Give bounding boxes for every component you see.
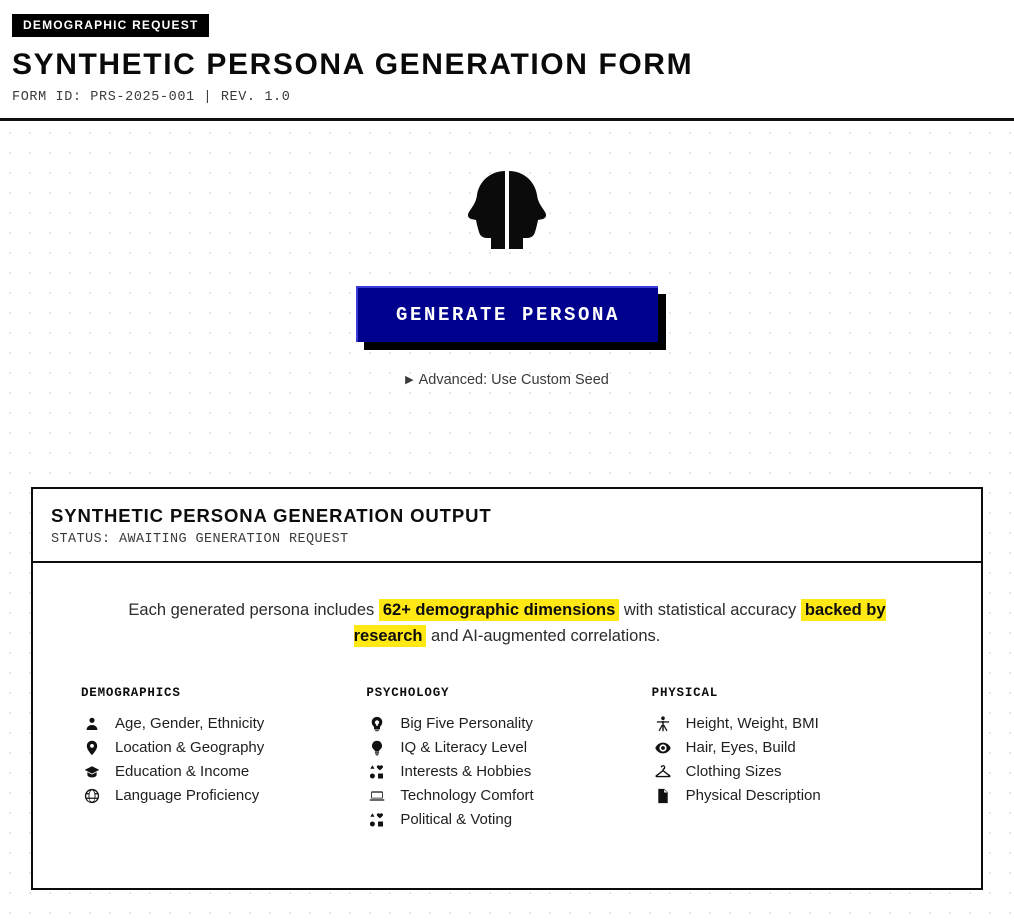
feature-item <box>81 784 366 808</box>
summary-highlight-dimensions: 62+ demographic dimensions <box>379 599 619 621</box>
clothes-hanger-icon <box>652 764 674 780</box>
category-heading: PHYSICAL <box>651 685 719 700</box>
output-panel-title: SYNTHETIC PERSONA GENERATION OUTPUT <box>51 504 492 526</box>
feature-label: Age, Gender, Ethnicity <box>115 715 265 733</box>
hero-section <box>0 121 1014 388</box>
feature-label: Hair, Eyes, Build <box>685 739 796 757</box>
feature-item <box>652 760 937 784</box>
map-pin-icon <box>81 740 103 756</box>
feature-label: Height, Weight, BMI <box>685 715 819 733</box>
standing-person-icon <box>652 716 674 732</box>
generate-button-wrapper <box>0 286 1014 342</box>
categories-grid-icon <box>366 764 388 780</box>
page-title: SYNTHETIC PERSONA GENERATION FORM <box>12 48 694 81</box>
category-column-demographics <box>81 686 366 832</box>
feature-label: Language Proficiency <box>115 787 260 805</box>
category-column-physical <box>652 686 937 832</box>
feature-item <box>366 736 651 760</box>
feature-label: Interests & Hobbies <box>400 763 532 781</box>
feature-item <box>81 760 366 784</box>
feature-item <box>366 712 651 736</box>
laptop-icon <box>366 788 388 804</box>
feature-label: Education & Income <box>115 763 250 781</box>
feature-item <box>366 808 651 832</box>
output-panel-header <box>33 489 981 563</box>
feature-label: Location & Geography <box>115 739 265 757</box>
graduation-cap-icon <box>81 764 103 780</box>
summary-part-1: Each generated persona includes <box>128 600 379 619</box>
feature-label: IQ & Literacy Level <box>400 739 528 757</box>
feature-item <box>652 712 937 736</box>
status-badge: DEMOGRAPHIC REQUEST <box>12 14 209 37</box>
feature-item <box>81 712 366 736</box>
summary-part-2: with statistical accuracy <box>619 600 801 619</box>
page-header <box>0 0 1014 105</box>
output-panel <box>31 487 983 890</box>
chevron-right-icon: ▶ <box>405 373 414 386</box>
feature-item <box>366 760 651 784</box>
feature-label: Political & Voting <box>400 811 513 829</box>
split-head-profile-icon <box>0 163 1014 260</box>
categories-grid-icon <box>366 812 388 828</box>
head-lightbulb-icon <box>366 716 388 732</box>
advanced-custom-seed-label: Advanced: Use Custom Seed <box>418 371 609 388</box>
feature-label: Clothing Sizes <box>685 763 782 781</box>
feature-item <box>366 784 651 808</box>
category-columns <box>77 686 937 832</box>
person-icon <box>81 716 103 732</box>
form-meta: FORM ID: PRS-2025-001 | REV. 1.0 <box>12 89 291 105</box>
output-status-text: STATUS: AWAITING GENERATION REQUEST <box>51 531 349 547</box>
document-icon <box>652 788 674 804</box>
feature-item <box>652 736 937 760</box>
dotted-body-area <box>0 121 1014 921</box>
summary-part-3: and AI-augmented correlations. <box>426 627 661 646</box>
category-heading: DEMOGRAPHICS <box>81 685 181 700</box>
eye-icon <box>652 740 674 756</box>
feature-label: Physical Description <box>685 787 821 805</box>
feature-label: Technology Comfort <box>400 787 534 805</box>
output-panel-body <box>33 563 981 888</box>
generate-persona-button[interactable]: GENERATE PERSONA <box>356 286 658 342</box>
advanced-custom-seed-toggle[interactable] <box>0 372 1014 388</box>
summary-highlight-research: backed by research <box>353 600 886 646</box>
feature-item <box>81 736 366 760</box>
summary-text <box>92 597 922 650</box>
feature-label: Big Five Personality <box>400 715 533 733</box>
lightbulb-icon <box>366 740 388 756</box>
globe-icon <box>81 788 103 804</box>
category-column-psychology <box>366 686 651 832</box>
category-heading: PSYCHOLOGY <box>366 685 450 700</box>
feature-item <box>652 784 937 808</box>
